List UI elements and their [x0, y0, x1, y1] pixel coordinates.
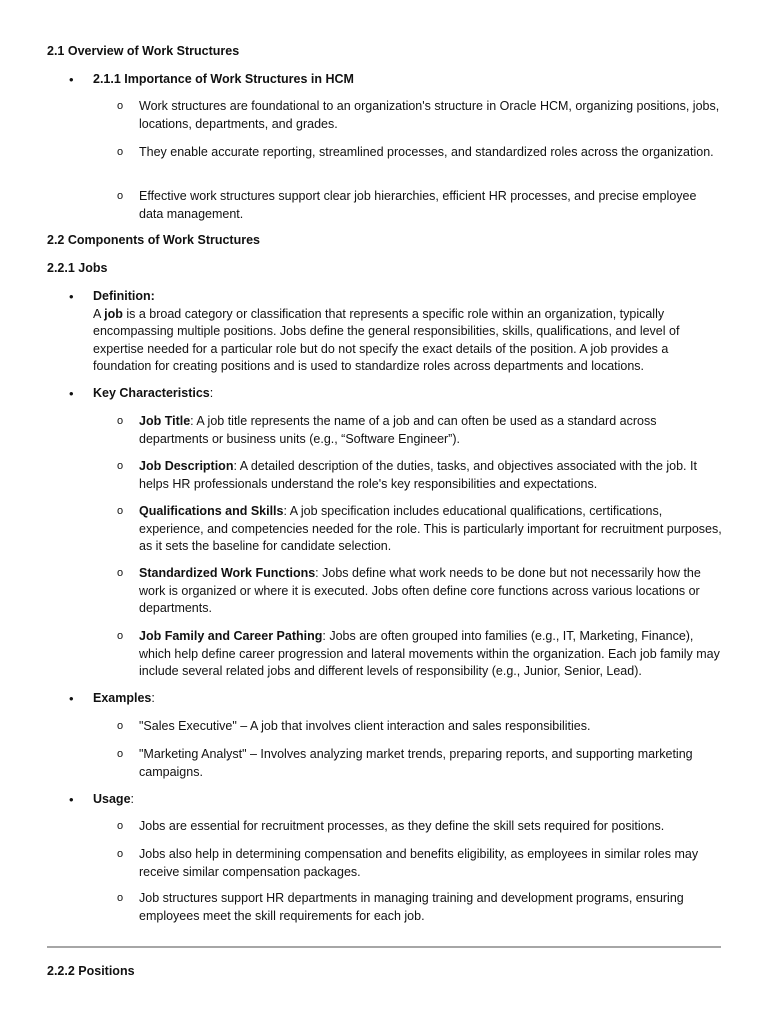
- definition-colon: :: [150, 289, 155, 303]
- circle-bullet-icon: o: [117, 720, 124, 732]
- definition-label: Definition: [93, 289, 151, 303]
- list-item: "Sales Executive" – A job that involves client interaction and sales responsibilities.: [139, 719, 591, 733]
- bullet-icon: •: [69, 792, 74, 807]
- subsection-heading-2-1-1: 2.1.1 Importance of Work Structures in HCM: [93, 72, 354, 86]
- item-term: Job Family and Career Pathing: [139, 629, 323, 643]
- bullet-icon: •: [69, 386, 74, 401]
- circle-bullet-icon: o: [117, 460, 124, 472]
- horizontal-rule: [47, 946, 721, 948]
- circle-bullet-icon: o: [117, 748, 124, 760]
- item-text: : A job specification includes educational qualifications, certifications, experience, and competencies needed for the role. This is particularly important for recruitment purposes, as it sets the baseline for candidate selection.: [139, 504, 722, 553]
- circle-bullet-icon: o: [117, 630, 124, 642]
- definition-text: [93, 306, 723, 376]
- circle-bullet-icon: o: [117, 820, 124, 832]
- list-item: They enable accurate reporting, streamlined processes, and standardized roles across the organization.: [139, 145, 714, 159]
- examples-label-line: [93, 690, 723, 708]
- list-item: Jobs also help in determining compensation and benefits eligibility, as employees in similar roles may receive similar compensation packages.: [139, 847, 699, 879]
- circle-bullet-icon: o: [117, 190, 124, 202]
- definition-text-pre: A: [93, 306, 105, 321]
- list-item: Job structures support HR departments in managing training and development programs, ensuring employees meet the skill requirements for each job.: [139, 891, 684, 923]
- definition-text-post: is a broad category or classification that represents a specific role within an organization, typically encompassing multiple positions. Jobs define the general responsibilities, skills, qualifications, and level of expertise needed for a particular role but do not specify the exact details of the position. A job provides a foundation for creating positions and is used to standardize roles across departments and locations.: [93, 306, 680, 373]
- examples-label: Examples: [93, 691, 152, 705]
- bullet-icon: •: [69, 72, 74, 87]
- item-text: : A detailed description of the duties, tasks, and objectives associated with the job. It helps HR professionals understand the role's key responsibilities and expectations.: [139, 459, 697, 491]
- list-item: "Marketing Analyst" – Involves analyzing market trends, preparing reports, and supporting marketing campaigns.: [139, 747, 693, 779]
- definition-term: job: [104, 306, 123, 321]
- subsection-heading-2-2-2: 2.2.2 Positions: [47, 964, 135, 978]
- item-term: Job Title: [139, 414, 191, 428]
- circle-bullet-icon: o: [117, 848, 124, 860]
- definition-block: [93, 288, 723, 376]
- circle-bullet-icon: o: [117, 505, 124, 517]
- examples-colon: :: [151, 691, 155, 705]
- item-text: : Jobs define what work needs to be done but not necessarily how the work is organized or where it is executed. Jobs often define core functions across various locations or departments.: [139, 566, 701, 615]
- key-characteristics-colon: :: [209, 386, 214, 400]
- item-term: Standardized Work Functions: [139, 566, 316, 580]
- circle-bullet-icon: o: [117, 567, 124, 579]
- list-item: [139, 503, 724, 556]
- circle-bullet-icon: o: [117, 415, 124, 427]
- circle-bullet-icon: o: [117, 892, 124, 904]
- list-item: Effective work structures support clear job hierarchies, efficient HR processes, and precise employee data management.: [139, 189, 697, 221]
- bullet-icon: •: [69, 691, 74, 706]
- usage-label-line: [93, 791, 723, 809]
- usage-colon: :: [130, 792, 135, 806]
- list-item: Jobs are essential for recruitment processes, as they define the skill sets required for positions.: [139, 819, 665, 833]
- section-heading-2-1: 2.1 Overview of Work Structures: [47, 44, 240, 58]
- item-term: Qualifications and Skills: [139, 504, 284, 518]
- bullet-icon: •: [69, 289, 74, 304]
- section-heading-2-2: 2.2 Components of Work Structures: [47, 233, 260, 247]
- item-term: Job Description: [139, 459, 234, 473]
- item-text: : A job title represents the name of a job and can often be used as a standard across departments or business units (e.g., “Software Engineer”).: [139, 414, 657, 446]
- usage-label: Usage: [93, 792, 131, 806]
- list-item: Work structures are foundational to an organization's structure in Oracle HCM, organizing positions, jobs, locations, departments, and grades.: [139, 99, 720, 131]
- circle-bullet-icon: o: [117, 100, 124, 112]
- definition-label-line: [93, 288, 723, 306]
- list-item: [139, 458, 724, 493]
- subsection-heading-2-2-1: 2.2.1 Jobs: [47, 261, 108, 275]
- circle-bullet-icon: o: [117, 146, 124, 158]
- key-characteristics-label: Key Characteristics: [93, 386, 210, 400]
- list-item: [139, 565, 724, 618]
- item-text: : Jobs are often grouped into families (e.g., IT, Marketing, Finance), which help define career progression and lateral movements within the organization. Each job family may include several related jobs and different levels of responsibility (e.g., Junior, Senior, Lead).: [139, 629, 720, 678]
- list-item: [139, 628, 724, 681]
- list-item: [139, 413, 724, 448]
- key-characteristics-label-line: [93, 385, 723, 403]
